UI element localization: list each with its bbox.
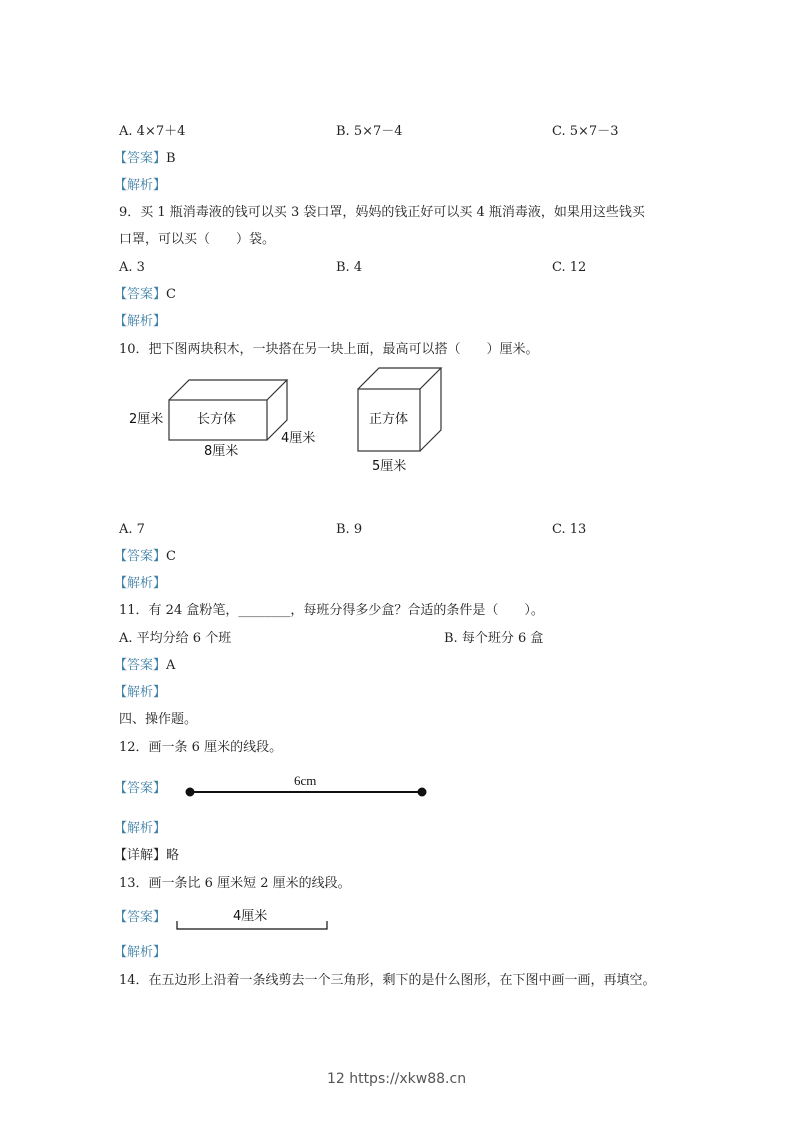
page-footer: 12 https://xkw88.cn bbox=[326, 1071, 467, 1087]
q10-question: 10．把下图两块积木，一块搭在另一块上面，最高可以搭（ ）厘米。 bbox=[119, 342, 539, 357]
option-label: C. bbox=[552, 124, 566, 139]
option-text: 5×7－3 bbox=[569, 124, 619, 139]
q11-answer bbox=[114, 658, 175, 674]
q12-question: 12．画一条 6 厘米的线段。 bbox=[119, 740, 283, 755]
option-text: 4 bbox=[353, 260, 363, 275]
answer-value: C bbox=[166, 287, 176, 302]
q10-option-b bbox=[336, 522, 362, 538]
option-text: 5×7－4 bbox=[353, 124, 403, 139]
answer-value: B bbox=[166, 151, 176, 166]
option-text: 7 bbox=[136, 522, 145, 537]
cuboid-height-label: 2厘米 bbox=[129, 412, 164, 427]
answer-tag: 【答案】 bbox=[114, 151, 167, 166]
q11-analysis-tag: 【解析】 bbox=[114, 685, 167, 700]
q10-option-a bbox=[119, 522, 145, 538]
option-label: B. bbox=[336, 260, 350, 275]
q13-segment-label: 4厘米 bbox=[233, 909, 268, 924]
cuboid-name: 长方体 bbox=[197, 412, 237, 427]
cube-edge-label: 5厘米 bbox=[372, 459, 407, 474]
section-title: 四、操作题。 bbox=[119, 712, 198, 727]
q9-question-line1: 9．买 1 瓶消毒液的钱可以买 3 袋口罩，妈妈的钱正好可以买 4 瓶消毒液，如果用这些钱买 bbox=[119, 205, 645, 220]
option-label: B. bbox=[336, 124, 350, 139]
option-text: 4×7＋4 bbox=[136, 124, 186, 139]
q11-question: 11．有 24 盒粉笔，________，每班分得多少盒？合适的条件是（ ）。 bbox=[119, 603, 544, 618]
q12-detail bbox=[114, 848, 179, 864]
option-label: A. bbox=[119, 260, 133, 275]
answer-tag: 【答案】 bbox=[114, 549, 167, 564]
option-text: 12 bbox=[569, 260, 587, 275]
q9-analysis-tag: 【解析】 bbox=[114, 314, 167, 329]
q13-answer-tag: 【答案】 bbox=[114, 910, 167, 925]
answer-tag: 【答案】 bbox=[114, 287, 167, 302]
q12-answer-tag: 【答案】 bbox=[114, 781, 167, 796]
option-label: A. bbox=[119, 631, 133, 646]
q13-question: 13．画一条比 6 厘米短 2 厘米的线段。 bbox=[119, 876, 351, 891]
option-label: C. bbox=[552, 260, 566, 275]
q12-answer-segment bbox=[186, 788, 426, 796]
q10-analysis-tag: 【解析】 bbox=[114, 576, 167, 591]
q10-answer bbox=[114, 549, 176, 565]
answer-tag: 【答案】 bbox=[114, 658, 167, 673]
q11-option-a bbox=[119, 631, 231, 647]
option-label: B. bbox=[336, 522, 350, 537]
q10-option-c bbox=[552, 522, 586, 538]
option-label: A. bbox=[119, 522, 133, 537]
option-label: C. bbox=[552, 522, 566, 537]
q12-segment-label: 6cm bbox=[294, 773, 317, 788]
q13-analysis-tag: 【解析】 bbox=[114, 945, 167, 960]
detail-tag: 【详解】 bbox=[114, 848, 167, 863]
option-text: 3 bbox=[136, 260, 145, 275]
option-text: 13 bbox=[569, 522, 587, 537]
cube-shape bbox=[358, 368, 441, 451]
answer-value: A bbox=[166, 658, 176, 673]
answer-value: C bbox=[166, 549, 176, 564]
q12-analysis-tag: 【解析】 bbox=[114, 821, 167, 836]
cuboid-shape bbox=[169, 380, 287, 440]
option-text: 9 bbox=[353, 522, 363, 537]
option-text: 平均分给 6 个班 bbox=[136, 631, 232, 646]
option-label: A. bbox=[119, 124, 133, 139]
cuboid-length-label: 8厘米 bbox=[204, 444, 239, 459]
q9-question-line2: 口罩，可以买（ ）袋。 bbox=[119, 232, 276, 247]
q11-option-b bbox=[444, 631, 543, 647]
q8-analysis-tag: 【解析】 bbox=[114, 178, 167, 193]
cuboid-width-label: 4厘米 bbox=[281, 431, 316, 446]
option-label: B. bbox=[444, 631, 458, 646]
q14-question: 14．在五边形上沿着一条线剪去一个三角形，剩下的是什么图形，在下图中画一画，再填空。 bbox=[119, 973, 656, 988]
option-text: 每个班分 6 盒 bbox=[461, 631, 544, 646]
cube-name: 正方体 bbox=[369, 412, 409, 427]
detail-text: 略 bbox=[166, 848, 180, 863]
